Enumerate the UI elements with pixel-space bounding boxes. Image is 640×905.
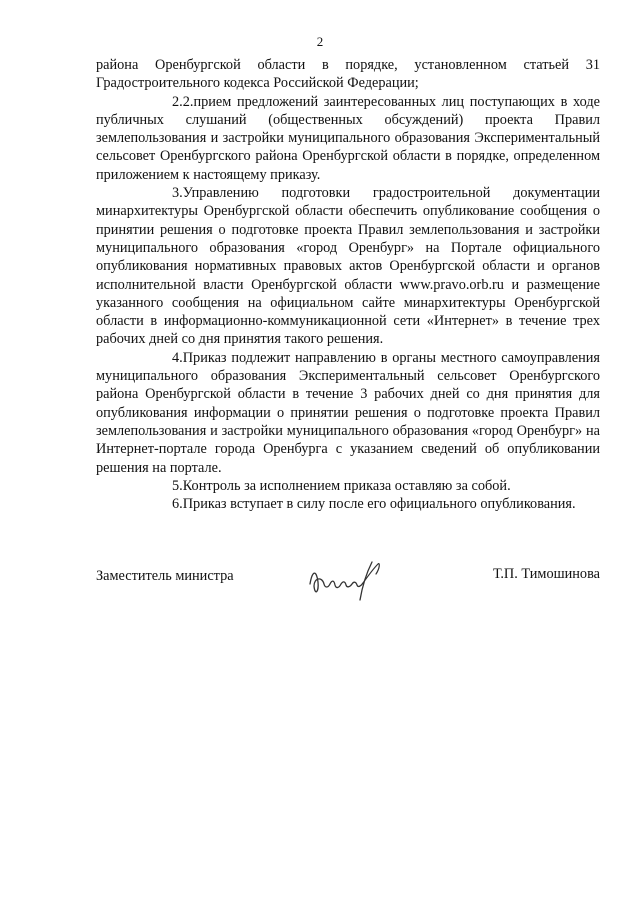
paragraph-2-2 bbox=[96, 93, 600, 184]
paragraph-3 bbox=[96, 184, 600, 349]
paragraph-4 bbox=[96, 349, 600, 477]
signatory-title: Заместитель министра bbox=[96, 568, 234, 584]
paragraph-number: 5. bbox=[172, 477, 183, 494]
handwritten-signature bbox=[306, 554, 396, 604]
paragraph-text: Приказ вступает в силу после его официального опубликования. bbox=[182, 496, 576, 513]
paragraph-text: района Оренбургской области в порядке, установленном статьей 31 Градостроительного кодекса Российской Федерации; bbox=[96, 57, 600, 92]
paragraph-5 bbox=[96, 477, 600, 495]
paragraph-number: 4. bbox=[172, 349, 183, 366]
document-body bbox=[96, 56, 600, 513]
paragraph-text: Управлению подготовки градостроительной документации минархитектуры Оренбургской области обеспечить опубликование сообщения о принятии решения о подготовке проекта Правил землепользования и застройки муниципального образования «город Оренбург» на Портале официального опубликования нормативных правовых актов Оренбургской области и органов исполнительной власти Оренбургской области www.pravo.orb.ru и размещение указанного сообщения на официальном сайте минархитектуры Оренбургской области в информационно-коммуникационной сети «Интернет» в течение трех рабочих дней со дня принятия такого решения. bbox=[96, 185, 600, 348]
paragraph-number: 3. bbox=[172, 185, 183, 202]
paragraph-text: Контроль за исполнением приказа оставляю за собой. bbox=[182, 477, 511, 494]
page-number: 2 bbox=[316, 34, 324, 49]
signature-block bbox=[96, 566, 600, 606]
paragraph-text: Приказ подлежит направлению в органы местного самоуправления муниципального образования Экспериментальный сельсовет Оренбургского района Оренбургской области в течение 3 рабочих дней со дня принятия для опубликования информации о принятии решения о подготовке проекта Правил землепользования и застройки муниципального образования «город Оренбург» на Интернет-портале города Оренбурга с указанием сведений об опубликовании решения на портале. bbox=[96, 349, 600, 476]
paragraph-6 bbox=[96, 495, 600, 513]
paragraph-number: 2.2. bbox=[172, 93, 194, 110]
paragraph-continuation bbox=[96, 56, 600, 93]
paragraph-number: 6. bbox=[172, 496, 183, 513]
signatory-name: Т.П. Тимошинова bbox=[493, 566, 600, 582]
paragraph-text: прием предложений заинтересованных лиц поступающих в ходе публичных слушаний (общественных обсуждений) проекта Правил землепользования и застройки муниципального образования Экспериментальный сельсовет Оренбургского района Оренбургской области в порядке, определенном приложением к настоящему приказу. bbox=[96, 93, 600, 183]
